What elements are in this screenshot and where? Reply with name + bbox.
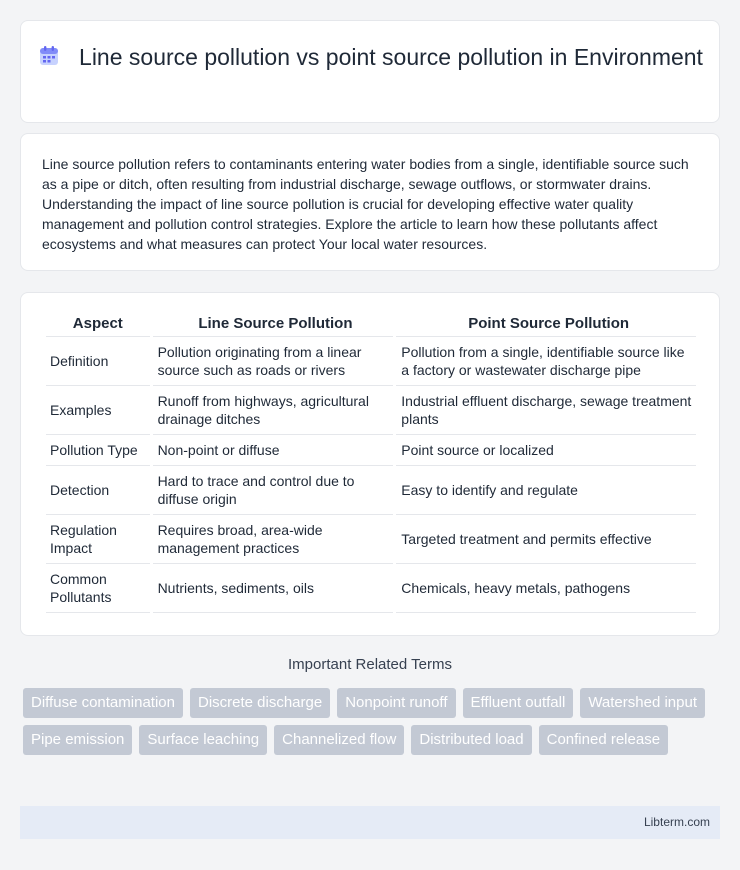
related-term-tag[interactable]: Nonpoint runoff <box>337 688 455 718</box>
related-term-tag[interactable]: Effluent outfall <box>463 688 574 718</box>
column-header-line-source: Line Source Pollution <box>153 311 394 337</box>
table-cell-line: Hard to trace and control due to diffuse origin <box>153 466 394 515</box>
related-term-tag[interactable]: Watershed input <box>580 688 705 718</box>
page-title-wrap <box>21 43 719 72</box>
related-terms-heading: Important Related Terms <box>288 656 452 673</box>
related-term-tag[interactable]: Confined release <box>539 725 668 755</box>
table-cell-point: Industrial effluent discharge, sewage treatment plants <box>396 386 696 435</box>
calendar-icon <box>37 44 61 68</box>
table-cell-point: Pollution from a single, identifiable source like a factory or wastewater discharge pipe <box>396 337 696 386</box>
table-cell-aspect: Detection <box>46 466 150 515</box>
footer <box>20 806 720 839</box>
related-term-tag[interactable]: Channelized flow <box>274 725 404 755</box>
table-cell-line: Requires broad, area-wide management practices <box>153 515 394 564</box>
table-row <box>46 466 696 515</box>
table-row <box>46 515 696 564</box>
table-row <box>46 435 696 466</box>
table-row <box>46 564 696 613</box>
table-row <box>46 386 696 435</box>
table-cell-point: Chemicals, heavy metals, pathogens <box>396 564 696 613</box>
intro-card <box>20 133 720 271</box>
comparison-table-card <box>20 292 720 636</box>
table-cell-point: Point source or localized <box>396 435 696 466</box>
related-term-tag[interactable]: Pipe emission <box>23 725 132 755</box>
table-cell-line: Non-point or diffuse <box>153 435 394 466</box>
table-header-row <box>46 311 696 337</box>
table-cell-aspect: Common Pollutants <box>46 564 150 613</box>
comparison-table <box>43 311 699 613</box>
table-cell-line: Nutrients, sediments, oils <box>153 564 394 613</box>
table-cell-aspect: Regulation Impact <box>46 515 150 564</box>
related-term-tag[interactable]: Diffuse contamination <box>23 688 183 718</box>
related-terms-list <box>23 688 713 762</box>
table-cell-aspect: Pollution Type <box>46 435 150 466</box>
table-cell-aspect: Examples <box>46 386 150 435</box>
table-cell-aspect: Definition <box>46 337 150 386</box>
column-header-aspect: Aspect <box>46 311 150 337</box>
table-row <box>46 337 696 386</box>
table-cell-line: Runoff from highways, agricultural drainage ditches <box>153 386 394 435</box>
column-header-point-source: Point Source Pollution <box>396 311 696 337</box>
related-term-tag[interactable]: Discrete discharge <box>190 688 330 718</box>
intro-paragraph: Line source pollution refers to contaminants entering water bodies from a single, identifiable source such as a pipe or ditch, often resulting from industrial discharge, sewage outflows, or stormwater drains. Understanding the impact of line source pollution is crucial for developing effective water quality management and pollution control strategies. Explore the article to learn how these pollutants affect ecosystems and what measures can protect Your local water resources. <box>42 156 689 252</box>
title-card <box>20 20 720 123</box>
related-term-tag[interactable]: Surface leaching <box>139 725 267 755</box>
table-cell-point: Easy to identify and regulate <box>396 466 696 515</box>
footer-site-link[interactable]: Libterm.com <box>643 815 710 829</box>
table-cell-line: Pollution originating from a linear source such as roads or rivers <box>153 337 394 386</box>
table-cell-point: Targeted treatment and permits effective <box>396 515 696 564</box>
related-term-tag[interactable]: Distributed load <box>411 725 531 755</box>
page-title: Line source pollution vs point source pollution in Environment <box>79 44 703 70</box>
